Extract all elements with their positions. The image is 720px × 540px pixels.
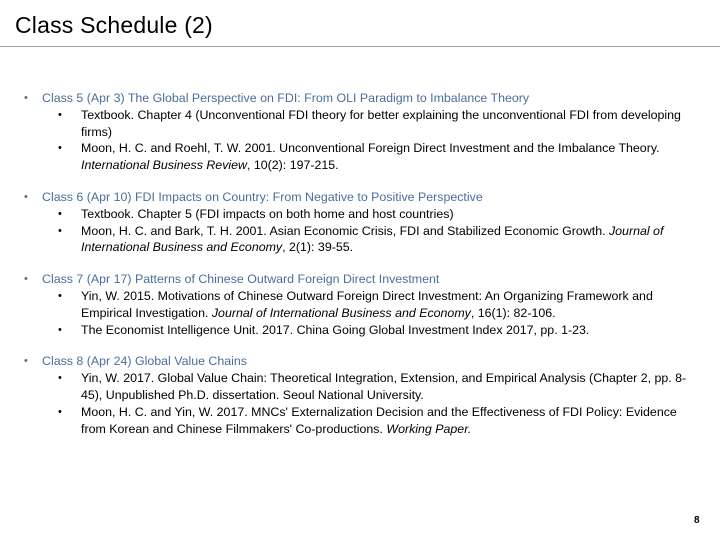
bullet: • [58, 372, 62, 385]
reference-text: Yin, W. 2015. Motivations of Chinese Outward Foreign Direct Investment: An Organizing Framework and Empirical Investigation. [81, 288, 653, 320]
bullet: • [58, 142, 62, 155]
bullet: • [58, 323, 62, 336]
reference-item [42, 107, 694, 141]
schedule-list [22, 90, 694, 452]
reference-journal: Journal of International Business and Economy [81, 223, 664, 255]
reference-detail: , 16(1): 82-106. [470, 305, 556, 320]
reference-item [42, 404, 694, 438]
class-item [22, 90, 694, 174]
bullet: • [58, 108, 62, 121]
class-heading: Class 5 (Apr 3) The Global Perspective on FDI: From OLI Paradigm to Imbalance Theory [42, 91, 530, 105]
reference-text: Textbook. Chapter 5 (FDI impacts on both home and host countries) [81, 206, 454, 221]
reference-item [42, 370, 694, 404]
bullet: • [58, 207, 62, 220]
reference-text: Moon, H. C. and Yin, W. 2017. MNCs' Externalization Decision and the Effectiveness of FDI Policy: Evidence from Korean and Chinese Filmmakers' Co-productions. [81, 404, 677, 436]
class-heading: Class 7 (Apr 17) Patterns of Chinese Outward Foreign Direct Investment [42, 272, 440, 287]
bullet: • [58, 405, 62, 418]
reference-item [42, 206, 694, 223]
bullet: • [58, 289, 62, 302]
bullet: • [24, 273, 28, 286]
reference-text: Yin, W. 2017. Global Value Chain: Theoretical Integration, Extension, and Empirical Analysis (Chapter 2, pp. 8-45), Unpublished Ph.D. dissertation. Seoul National University. [81, 371, 687, 402]
reference-item [42, 322, 694, 339]
reference-text: Textbook. Chapter 4 (Unconventional FDI theory for better explaining the unconventional FDI from developing firms) [81, 107, 681, 139]
reference-detail: , 2(1): 39-55. [282, 240, 354, 255]
class-heading: Class 6 (Apr 10) FDI Impacts on Country: From Negative to Positive Perspective [42, 189, 483, 204]
bullet: • [58, 224, 62, 237]
reference-text: Moon, H. C. and Roehl, T. W. 2001. Unconventional Foreign Direct Investment and the Imbalance Theory. [81, 141, 660, 156]
class-item [22, 353, 694, 437]
reference-journal: Working Paper. [386, 421, 472, 436]
bullet: • [24, 92, 28, 104]
bullet: • [24, 190, 28, 203]
reference-detail: , 10(2): 197-215. [247, 158, 339, 173]
reference-item [42, 223, 694, 257]
reference-text: Moon, H. C. and Bark, T. H. 2001. Asian Economic Crisis, FDI and Stabilized Economic Growth. [81, 223, 609, 238]
page-number: 8 [694, 515, 700, 526]
reference-journal: International Business Review [81, 158, 247, 173]
reference-text: The Economist Intelligence Unit. 2017. China Going Global Investment Index 2017, pp. 1-23. [81, 322, 590, 337]
reference-journal: Journal of International Business and Economy [211, 305, 471, 320]
reference-item [42, 140, 694, 174]
class-heading: Class 8 (Apr 24) Global Value Chains [42, 354, 248, 369]
reference-item [42, 288, 694, 322]
bullet: • [24, 355, 28, 368]
page-title: Class Schedule (2) [15, 12, 213, 38]
class-item [22, 189, 694, 256]
class-item [22, 271, 694, 338]
title-divider [0, 46, 720, 47]
